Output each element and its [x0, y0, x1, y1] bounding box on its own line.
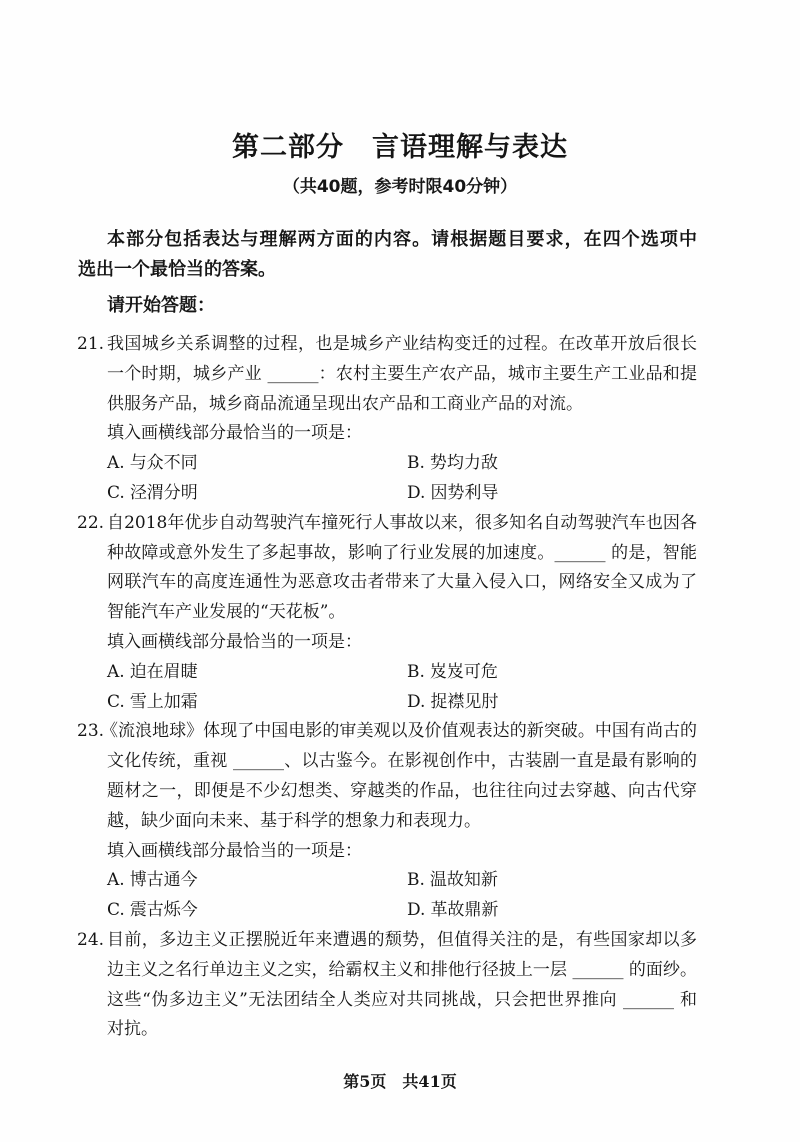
question-prompt: 填入画横线部分最恰当的一项是：: [107, 423, 362, 444]
stem-line: 我国城乡关系调整的过程，也是城乡产业结构变迁的过程。在改革开放后很长: [107, 334, 697, 354]
option-text: 岌岌可危: [429, 661, 498, 682]
page-number: 第5页 共41页: [343, 1072, 457, 1091]
option-d: [407, 896, 697, 926]
stem-line: 文化传统，重视 ______、以古鉴今。在影视创作中，古装剧一直是最有影响的: [107, 751, 697, 772]
instructions-line: 本部分包括表达与理解两方面的内容。请根据题目要求，在四个选项中: [107, 229, 697, 250]
answer-options: [107, 658, 800, 718]
question-stem: [107, 509, 697, 628]
question-21: [0, 330, 800, 509]
question-number: 22.: [77, 512, 105, 533]
option-b: [407, 449, 697, 479]
option-d: [407, 479, 697, 509]
section-subtitle: （共40题，参考时限40分钟）: [282, 177, 518, 197]
question-number: 24.: [77, 929, 105, 950]
option-label: A.: [107, 870, 125, 891]
stem-line: 网联汽车的高度连通性为恶意攻击者带来了大量入侵入口，网络安全又成为了: [107, 572, 697, 593]
question-23: [0, 717, 800, 926]
stem-line: 供服务产品，城乡商品流通呈现出农产品和工商业产品的对流。: [107, 393, 583, 414]
stem-line: 这些“伪多边主义”无法团结全人类应对共同挑战，只会把世界推向 ______ 和: [107, 989, 697, 1010]
option-a: [107, 449, 407, 479]
option-text: 泾渭分明: [129, 482, 198, 503]
option-text: 博古通今: [129, 870, 198, 891]
option-label: A.: [107, 661, 125, 682]
stem-line: 自2018年优步自动驾驶汽车撞死行人事故以来，很多知名自动驾驶汽车也因各: [107, 512, 697, 533]
question-number: 21.: [77, 334, 105, 354]
option-text: 与众不同: [129, 453, 198, 474]
stem-line: 题材之一，即便是不少幻想类、穿越类的作品，也往往向过去穿越、向古代穿: [107, 780, 697, 801]
option-a: [107, 866, 407, 896]
option-label: B.: [407, 661, 425, 682]
question-22: [0, 509, 800, 718]
option-text: 迫在眉睫: [129, 661, 198, 682]
question-stem: [101, 717, 697, 836]
stem-line: 越，缺少面向未来、基于科学的想象力和表现力。: [107, 810, 481, 831]
option-a: [107, 658, 407, 688]
stem-line: 种故障或意外发生了多起事故，影响了行业发展的加速度。______ 的是，智能: [107, 542, 697, 563]
option-b: [407, 658, 697, 688]
question-stem: [107, 330, 697, 419]
option-label: D.: [407, 482, 426, 503]
answer-options: [107, 866, 800, 926]
option-text: 雪上加霜: [129, 691, 198, 712]
option-text: 温故知新: [429, 870, 498, 891]
stem-line: 《流浪地球》体现了中国电影的审美观以及价值观表达的新突破。中国有尚古的: [101, 721, 697, 742]
question-prompt: 填入画横线部分最恰当的一项是：: [107, 631, 362, 652]
option-c: [107, 479, 407, 509]
question-number: 23.: [77, 721, 105, 742]
option-text: 捉襟见肘: [430, 691, 499, 712]
option-text: 势均力敌: [429, 453, 498, 474]
instructions: [78, 225, 697, 285]
stem-line: 智能汽车产业发展的“天花板”。: [107, 602, 346, 623]
option-b: [407, 866, 697, 896]
option-d: [407, 688, 697, 718]
question-list: [0, 330, 800, 1045]
option-label: A.: [107, 453, 125, 474]
option-label: D.: [407, 900, 426, 921]
instructions-line: 选出一个最恰当的答案。: [78, 259, 276, 280]
option-label: C.: [107, 691, 125, 712]
option-label: C.: [107, 482, 125, 503]
answer-options: [107, 449, 800, 509]
stem-line: 边主义之名行单边主义之实，给霸权主义和排他行径披上一层 ______ 的面纱。: [107, 959, 697, 980]
option-c: [107, 896, 407, 926]
stem-line: 目前，多边主义正摆脱近年来遭遇的颓势，但值得关注的是，有些国家却以多: [107, 929, 697, 950]
option-label: B.: [407, 453, 425, 474]
start-prompt: 请开始答题：: [107, 295, 215, 316]
option-text: 震古烁今: [129, 900, 198, 921]
option-text: 革故鼎新: [430, 900, 499, 921]
stem-line: 对抗。: [107, 1019, 158, 1040]
question-24: [0, 926, 800, 1045]
option-label: C.: [107, 900, 125, 921]
question-stem: [107, 926, 697, 1045]
option-label: B.: [407, 870, 425, 891]
question-prompt: 填入画横线部分最恰当的一项是：: [107, 840, 362, 861]
option-label: D.: [407, 691, 426, 712]
stem-line: 一个时期，城乡产业 ______：农村主要生产农产品，城市主要生产工业品和提: [107, 363, 697, 384]
section-title: 第二部分 言语理解与表达: [232, 132, 568, 163]
option-c: [107, 688, 407, 718]
option-text: 因势利导: [430, 482, 499, 503]
